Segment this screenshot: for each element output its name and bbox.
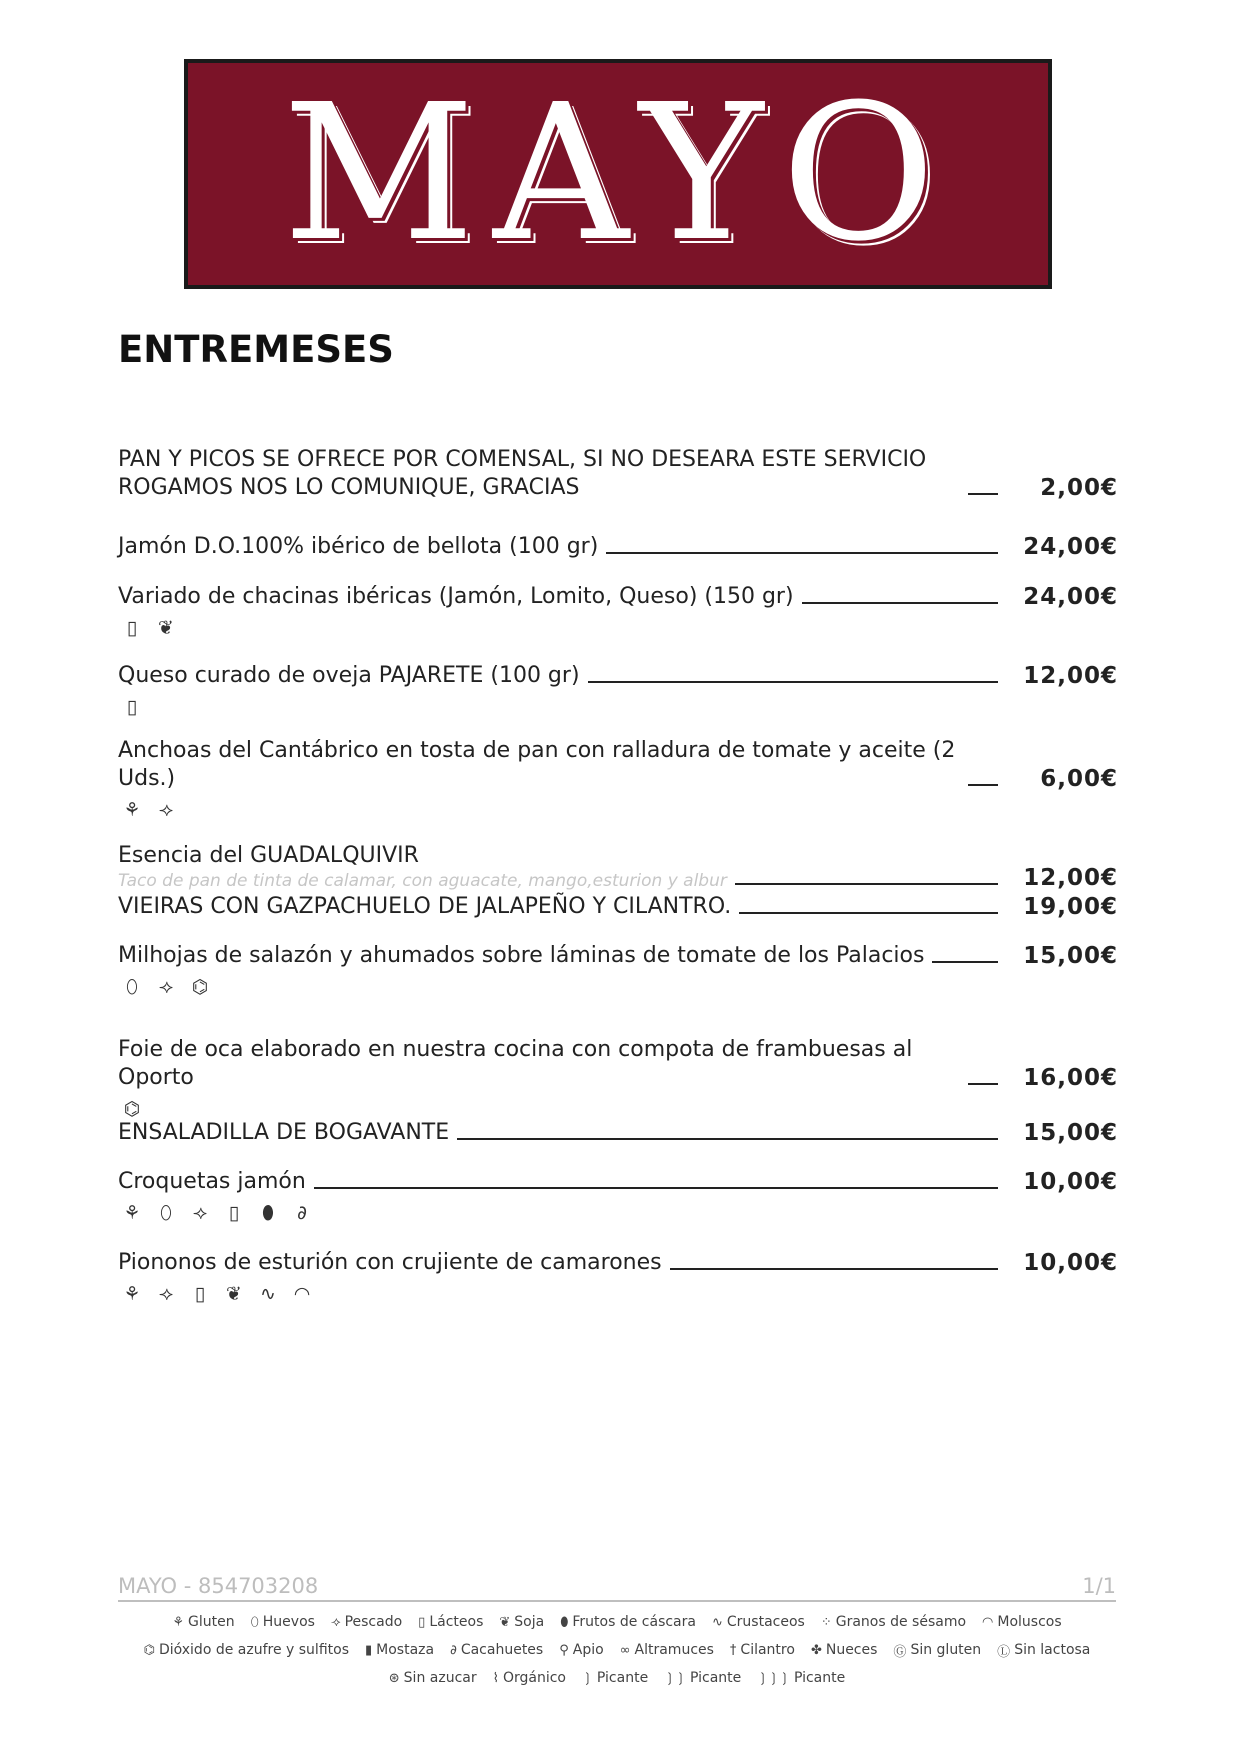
menu-item: [118, 1119, 1118, 1147]
legend-item: [559, 1642, 603, 1658]
item-name: Foie de oca elaborado en nuestra cocina con compota de frambuesas al Oporto: [118, 1037, 913, 1090]
sulfites-icon: ⌬: [143, 1642, 155, 1658]
logo-text: MAYO: [282, 64, 954, 283]
legend-item: [664, 1670, 741, 1686]
celery-icon: ⚲: [559, 1642, 569, 1658]
price-leader-line: [802, 602, 998, 604]
item-name: Jamón D.O.100% ibérico de bellota (100 gr): [118, 534, 599, 559]
legend-label: Picante: [793, 1670, 846, 1686]
legend-label: Granos de sésamo: [835, 1614, 967, 1630]
allergen-legend: [118, 1608, 1116, 1692]
legend-item: [620, 1642, 714, 1658]
menu-item: [118, 1168, 1118, 1224]
legend-item: [997, 1641, 1090, 1660]
price-leader-line: [932, 961, 998, 963]
legend-item: [389, 1670, 477, 1686]
item-price: 15,00€: [1023, 1120, 1118, 1146]
milk-icon: ▯: [418, 1614, 426, 1630]
legend-item: [331, 1614, 402, 1630]
item-name: Croquetas jamón: [118, 1169, 306, 1194]
item-price: 12,00€: [1023, 663, 1118, 689]
legend-row: [118, 1664, 1116, 1692]
nut-icon: ⬮: [560, 1614, 569, 1630]
footer-page-number: 1/1: [1082, 1574, 1116, 1598]
sulfites-icon: ⌬: [191, 976, 209, 998]
allergen-icons: [118, 976, 1118, 998]
allergen-icons: [118, 1283, 1118, 1305]
legend-item: [712, 1614, 805, 1630]
item-price: 10,00€: [1023, 1169, 1118, 1195]
egg-icon: ⬯: [126, 976, 138, 998]
legend-label: Apio: [572, 1642, 604, 1658]
legend-item: [560, 1614, 696, 1630]
menu-item: [118, 842, 1118, 892]
gluten-icon: ⚘: [123, 799, 141, 821]
sesame-icon: ⁘: [820, 1614, 832, 1630]
fish-icon: ⟢: [158, 1283, 174, 1305]
footer-restaurant-phone: MAYO - 854703208: [118, 1574, 319, 1598]
fish-icon: ⟢: [158, 976, 174, 998]
legend-item: [821, 1614, 966, 1630]
legend-item: [365, 1642, 434, 1658]
menu-item: [118, 662, 1118, 718]
legend-label: Sin azucar: [403, 1670, 477, 1686]
legend-label: Pescado: [344, 1614, 403, 1630]
legend-label: Mostaza: [376, 1642, 435, 1658]
item-name: Anchoas del Cantábrico en tosta de pan con ralladura de tomate y aceite (2 Uds.): [118, 738, 956, 791]
legend-item: [144, 1642, 349, 1658]
soy-icon: ❦: [158, 617, 174, 639]
item-name: PAN Y PICOS SE OFRECE POR COMENSAL, SI NO DESEARA ESTE SERVICIO ROGAMOS NOS LO COMUNIQUE, GRACIAS: [118, 447, 927, 500]
price-leader-line: [670, 1268, 998, 1270]
mustard-icon: ▮: [365, 1642, 373, 1658]
fish-icon: ⟢: [330, 1614, 341, 1630]
legend-item: [499, 1614, 544, 1630]
item-name: ENSALADILLA DE BOGAVANTE: [118, 1120, 450, 1145]
legend-label: Sin gluten: [910, 1642, 982, 1658]
legend-item: [172, 1614, 234, 1630]
lupin-icon: ∞: [619, 1642, 631, 1658]
gluten-icon: ⚘: [172, 1614, 184, 1630]
item-price: 24,00€: [1023, 534, 1118, 560]
item-description: Taco de pan de tinta de calamar, con aguacate, mango,esturion y albur: [118, 871, 727, 891]
menu-item: [118, 583, 1118, 639]
peanut-icon: ∂: [450, 1642, 457, 1658]
sulfites-icon: ⌬: [123, 1098, 141, 1120]
mollusc-icon: ◠: [293, 1283, 311, 1305]
footer: [118, 1574, 1116, 1692]
menu-item: [118, 942, 1118, 998]
menu-item: [118, 446, 1118, 502]
legend-item: [730, 1642, 795, 1658]
spicy-2-icon: ❳❳: [664, 1670, 686, 1686]
item-name: Variado de chacinas ibéricas (Jamón, Lomito, Queso) (150 gr): [118, 584, 794, 609]
milk-icon: ▯: [228, 1202, 240, 1224]
legend-label: Gluten: [188, 1614, 235, 1630]
price-leader-line: [968, 784, 998, 786]
menu-item: [118, 1036, 1118, 1120]
price-leader-line: [968, 1083, 998, 1085]
item-price: 10,00€: [1023, 1250, 1118, 1276]
item-price: 15,00€: [1023, 943, 1118, 969]
item-price: 16,00€: [1023, 1065, 1118, 1091]
item-name: VIEIRAS CON GAZPACHUELO DE JALAPEÑO Y CILANTRO.: [118, 894, 732, 919]
item-price: 6,00€: [1040, 766, 1118, 792]
price-leader-line: [968, 493, 998, 495]
fish-icon: ⟢: [192, 1202, 208, 1224]
legend-item: [811, 1642, 877, 1658]
allergen-icons: [118, 1098, 1118, 1120]
price-leader-line: [606, 552, 998, 554]
legend-label: Crustaceos: [726, 1614, 805, 1630]
legend-item: [418, 1614, 483, 1630]
price-leader-line: [739, 912, 998, 914]
price-leader-line: [314, 1187, 998, 1189]
egg-icon: ⬯: [250, 1614, 259, 1630]
price-leader-line: [735, 883, 998, 885]
gluten-icon: ⚘: [123, 1283, 141, 1305]
egg-icon: ⬯: [160, 1202, 172, 1224]
menu-item: [118, 893, 1118, 921]
allergen-icons: [118, 617, 1118, 639]
price-leader-line: [457, 1138, 998, 1140]
legend-label: Soja: [514, 1614, 545, 1630]
soy-icon: ❦: [226, 1283, 242, 1305]
legend-label: Cilantro: [740, 1642, 795, 1658]
logo-banner: [184, 59, 1052, 289]
legend-label: Frutos de cáscara: [572, 1614, 696, 1630]
legend-label: Picante: [596, 1670, 649, 1686]
allergen-icons: [118, 1202, 1118, 1224]
legend-label: Dióxido de azufre y sulfitos: [158, 1642, 349, 1658]
sugar-free-icon: ⊛: [388, 1670, 400, 1686]
cilantro-icon: †: [729, 1642, 737, 1658]
mollusc-icon: ◠: [982, 1614, 994, 1630]
item-name: Piononos de esturión con crujiente de camarones: [118, 1250, 662, 1275]
legend-item: [757, 1670, 845, 1686]
spicy-1-icon: ❳: [582, 1670, 593, 1686]
lactose-free-icon: Ⓛ: [997, 1644, 1011, 1660]
crustacean-icon: ∿: [260, 1283, 276, 1305]
legend-item: [893, 1641, 981, 1660]
peanut-icon: ∂: [297, 1202, 307, 1224]
legend-label: Nueces: [825, 1642, 878, 1658]
legend-row: [118, 1636, 1116, 1664]
soy-icon: ❦: [499, 1614, 511, 1630]
menu-item: [118, 533, 1118, 561]
legend-label: Sin lactosa: [1014, 1642, 1091, 1658]
legend-label: Cacahuetes: [460, 1642, 544, 1658]
milk-icon: ▯: [194, 1283, 206, 1305]
item-price: 2,00€: [1040, 475, 1118, 501]
section-title: ENTREMESES: [118, 328, 394, 371]
legend-label: Orgánico: [502, 1670, 566, 1686]
item-price: 12,00€: [1023, 865, 1118, 891]
legend-label: Moluscos: [997, 1614, 1062, 1630]
milk-icon: ▯: [126, 696, 138, 718]
price-leader-line: [588, 681, 998, 683]
nut-icon: ⬮: [262, 1202, 274, 1224]
item-name: Esencia del GUADALQUIVIR: [118, 843, 419, 868]
allergen-icons: [118, 696, 1118, 718]
crustacean-icon: ∿: [711, 1614, 723, 1630]
legend-item: [982, 1614, 1062, 1630]
milk-icon: ▯: [126, 617, 138, 639]
gluten-free-icon: Ⓖ: [893, 1644, 907, 1660]
legend-label: Picante: [689, 1670, 742, 1686]
item-name: Queso curado de oveja PAJARETE (100 gr): [118, 663, 580, 688]
walnut-icon: ✤: [810, 1642, 822, 1658]
legend-label: Huevos: [262, 1614, 315, 1630]
spicy-3-icon: ❳❳❳: [757, 1670, 790, 1686]
legend-row: [118, 1608, 1116, 1636]
fish-icon: ⟢: [158, 799, 174, 821]
legend-item: [450, 1642, 543, 1658]
gluten-icon: ⚘: [123, 1202, 141, 1224]
menu-item: [118, 1249, 1118, 1305]
legend-label: Lácteos: [429, 1614, 484, 1630]
legend-label: Altramuces: [634, 1642, 714, 1658]
legend-item: [251, 1614, 315, 1630]
legend-item: [493, 1670, 566, 1686]
item-price: 24,00€: [1023, 584, 1118, 610]
menu-item: [118, 737, 1118, 821]
item-price: 19,00€: [1023, 894, 1118, 920]
allergen-icons: [118, 799, 1118, 821]
legend-item: [582, 1670, 648, 1686]
organic-icon: ⌇: [492, 1670, 499, 1686]
item-name: Milhojas de salazón y ahumados sobre láminas de tomate de los Palacios: [118, 943, 925, 968]
